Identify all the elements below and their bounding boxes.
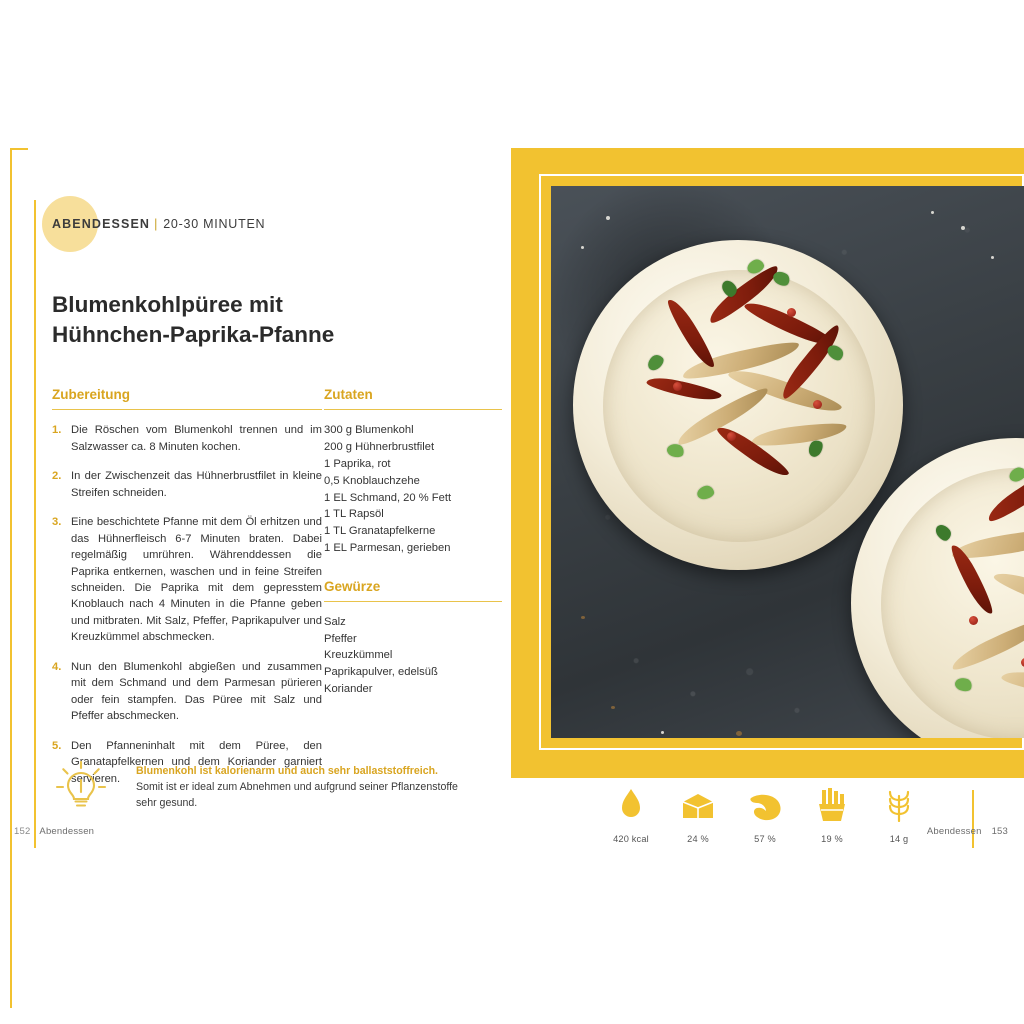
content-columns	[52, 387, 502, 800]
butter-icon	[667, 782, 729, 822]
spices-heading: Gewürze	[324, 579, 502, 602]
step-number: 5.	[52, 739, 62, 752]
page-number-right: 153	[991, 826, 1008, 837]
list-item: Paprikapulver, edelsüß	[324, 666, 438, 679]
decorative-rule-right	[972, 790, 974, 848]
step-text: In der Zwischenzeit das Hühnerbrustfilet in kleine Streifen schneiden.	[71, 470, 322, 499]
nutrition-item-fiber	[868, 782, 930, 844]
category-time: 20-30 MINUTEN	[163, 217, 266, 231]
footer-label-right: Abendessen	[926, 826, 982, 837]
step-text: Eine beschichtete Pfanne mit dem Öl erhitzen und das Hühnerfleisch 6-7 Minuten braten. Dabei regelmäßig umrühren. Währenddessen die Paprika entkernen, waschen und in feine Streifen schneiden. Die Paprika mit dem gepresstem Knoblauch nach 4 Minuten in die Pfanne geben und mitbraten. Mit Salz, Pfeffer, Paprikapulver und Kreuzkümmel abschmecken.	[71, 516, 322, 644]
preparation-heading: Zubereitung	[52, 387, 322, 410]
nutrition-value: 19 %	[821, 834, 843, 844]
category-name: ABENDESSEN	[52, 217, 151, 231]
wheat-icon	[868, 782, 930, 822]
category-label	[52, 217, 265, 231]
ingredients-column	[322, 387, 502, 800]
lightbulb-icon	[52, 758, 110, 816]
footer-left	[14, 826, 94, 837]
recipe-photo-frame	[511, 148, 1024, 778]
step-text: Den Pfanneninhalt mit dem Püree, den Granatapfelkernen und dem Koriander garniert servieren.	[71, 739, 322, 785]
nutrition-value: 14 g	[889, 834, 909, 844]
nutrition-item-fat	[667, 782, 729, 844]
list-item: 1 EL Parmesan, gerieben	[324, 541, 451, 554]
category-badge	[52, 196, 502, 252]
list-item: 200 g Hühnerbrustfilet	[324, 441, 435, 454]
list-item: 1 TL Rapsöl	[324, 508, 384, 521]
ingredients-heading: Zutaten	[324, 387, 502, 410]
spices-list	[324, 614, 502, 698]
nutrition-item-carbs	[801, 782, 863, 844]
nutrition-item-calories	[600, 782, 662, 844]
recipe-text-column	[52, 196, 502, 800]
step-text: Nun den Blumenkohl abgießen und zusammen mit dem Schmand und dem Parmesan pürieren oder fein stampfen. Das Püree mit Salz und Pfeffer abschmecken.	[71, 660, 322, 723]
fries-icon	[801, 782, 863, 822]
flame-icon	[600, 782, 662, 822]
tip-highlight: Blumenkohl ist kalorienarm und auch sehr ballaststoffreich.	[136, 765, 438, 777]
nutrition-value: 24 %	[687, 834, 709, 844]
ingredients-list	[324, 422, 502, 556]
decorative-rule-left-inner	[34, 200, 36, 848]
page-number-left: 152	[14, 826, 31, 837]
step-text: Die Röschen vom Blumenkohl trennen und im Salzwasser ca. 8 Minuten kochen.	[71, 424, 322, 453]
nutrition-item-protein	[734, 782, 796, 844]
tip-body: Somit ist er ideal zum Abnehmen und aufgrund seiner Pflanzenstoffe sehr gesund.	[136, 780, 458, 809]
tip-text	[136, 758, 466, 812]
footer-label-left: Abendessen	[39, 826, 95, 837]
step-number: 3.	[52, 516, 62, 529]
list-item: Pfeffer	[324, 632, 357, 645]
list-item: 300 g Blumenkohl	[324, 424, 414, 437]
list-item	[52, 422, 322, 455]
step-number: 4.	[52, 660, 62, 673]
list-item: 1 EL Schmand, 20 % Fett	[324, 491, 452, 504]
recipe-photo	[551, 186, 1024, 738]
preparation-column	[52, 387, 322, 800]
step-number: 2.	[52, 470, 62, 483]
list-item: 1 TL Granatapfelkerne	[324, 525, 436, 538]
list-item: Koriander	[324, 682, 373, 695]
list-item: Kreuzkümmel	[324, 649, 393, 662]
category-separator: |	[154, 217, 159, 231]
list-item	[52, 514, 322, 646]
list-item	[52, 659, 322, 725]
step-number: 1.	[52, 424, 62, 437]
preparation-steps	[52, 422, 322, 787]
list-item: Salz	[324, 615, 346, 628]
tip-box	[52, 758, 472, 816]
list-item	[52, 468, 322, 501]
muscle-icon	[734, 782, 796, 822]
page-title: Blumenkohlpüree mit Hühnchen-Paprika-Pfanne	[52, 292, 335, 347]
nutrition-value: 57 %	[754, 834, 776, 844]
list-item: 1 Paprika, rot	[324, 457, 391, 470]
list-item: 0,5 Knoblauchzehe	[324, 474, 420, 487]
nutrition-value: 420 kcal	[613, 834, 649, 844]
nutrition-strip	[600, 782, 930, 844]
decorative-rule-left	[10, 148, 12, 1008]
footer-right	[927, 826, 1008, 837]
